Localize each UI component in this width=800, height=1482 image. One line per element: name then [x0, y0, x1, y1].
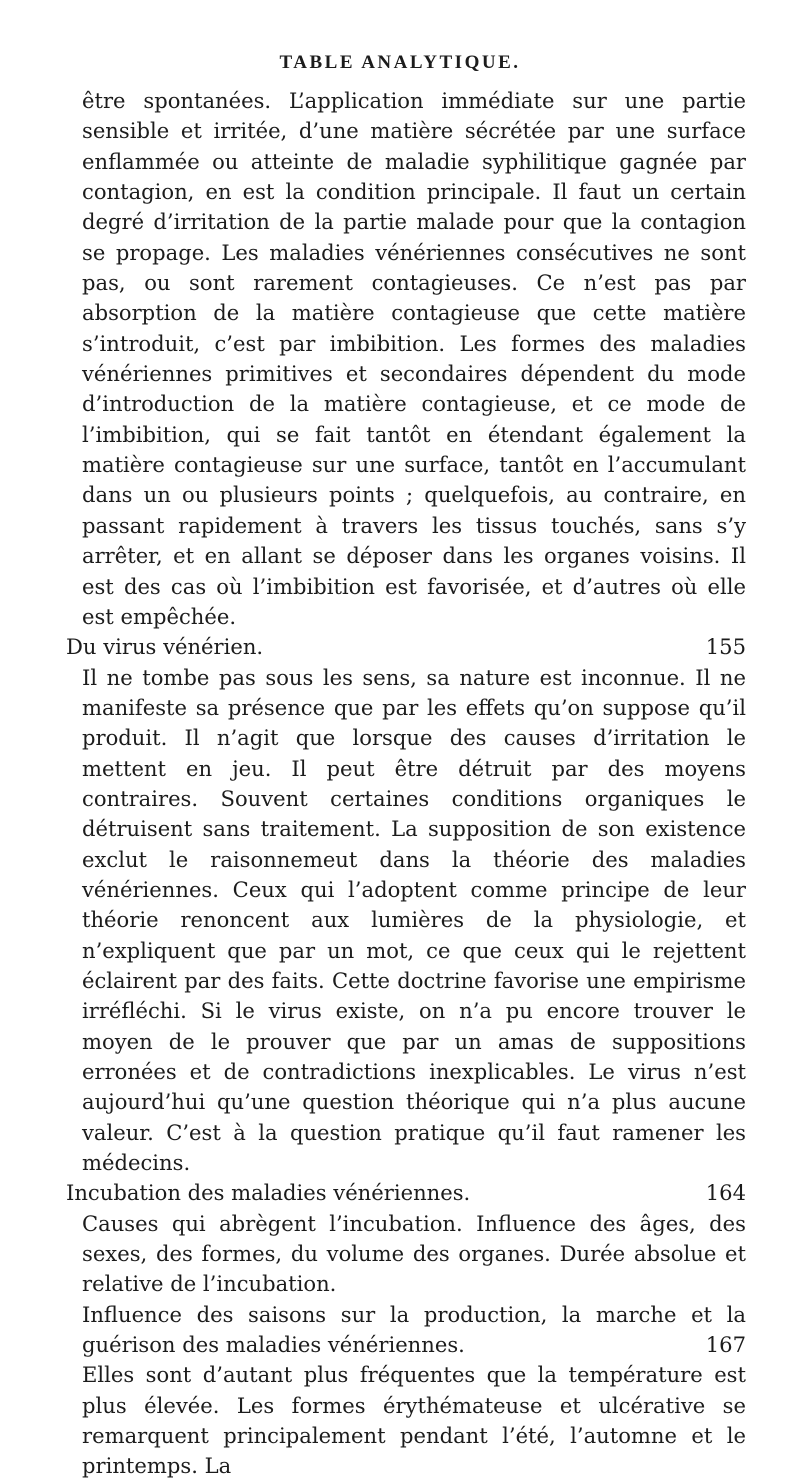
entry-summary-saisons: Elles sont d’autant plus fréquentes que la température est plus élevée. Les formes érythémateuse et ulcérative se remarquent principalement pendant l’été, l’automne et le printemps. La [82, 1362, 746, 1479]
entry-page-number: 164 [705, 1180, 746, 1206]
entry-title: Influence des saisons sur la production, la marche et la guérison des maladies vénériennes. [82, 1301, 746, 1358]
entry-page-number: 155 [705, 634, 746, 660]
entry-page-number: 167 [705, 1332, 746, 1358]
entry-heading-virus [66, 632, 746, 662]
entry-title: Du virus vénérien. [66, 634, 264, 660]
page-body [66, 86, 746, 1482]
entry-heading-incubation [66, 1178, 746, 1208]
entry-title: Incubation des maladies vénériennes. [66, 1180, 471, 1206]
running-title: TABLE ANALYTIQUE. [279, 52, 521, 73]
entry-summary-incubation: Causes qui abrègent l’incubation. Influence des âges, des sexes, des formes, du volume des organes. Durée absolue et relative de l’incubation. [82, 1210, 746, 1297]
entry-summary-virus: Il ne tombe pas sous les sens, sa nature est inconnue. Il ne manifeste sa présence que par les effets qu’on suppose qu’il produit. Il n’agit que lorsque des causes d’irritation le mettent en jeu. Il peut être détruit par des moyens contraires. Souvent certaines conditions organiques le détruisent sans traitement. La supposition de son existence exclut le raisonnemeut dans la théorie des maladies vénériennes. Ceux qui l’adoptent comme principe de leur théorie renoncent aux lumières de la physiologie, et n’expliquent que par un mot, ce que ceux qui le rejettent éclairent par des faits. Cette doctrine favorise une empirisme irréfléchi. Si le virus existe, on n’a pu encore trouver le moyen de le prouver que par un amas de suppositions erronées et de contradictions inexplicables. Le virus n’est aujourd’hui qu’une question théorique qui n’a plus aucune valeur. C’est à la question pratique qu’il faut ramener les médecins. [82, 664, 746, 1176]
entry-heading-saisons [66, 1300, 746, 1361]
opening-paragraph: être spontanées. L’application immédiate sur une partie sensible et irritée, d’une matière sécrétée par une surface enflammée ou atteinte de maladie syphilitique gagnée par contagion, en est la condition principale. Il faut un certain degré d’irritation de la partie malade pour que la contagion se propage. Les maladies vénériennes consécutives ne sont pas, ou sont rarement contagieuses. Ce n’est pas par absorption de la matière contagieuse que cette matière s’introduit, c’est par imbibition. Les formes des maladies vénériennes primitives et secondaires dépendent du mode d’introduction de la matière contagieuse, et ce mode de l’imbibition, qui se fait tantôt en étendant également la matière contagieuse sur une surface, tantôt en l’accumulant dans un ou plusieurs points ; quelquefois, au contraire, en passant rapidement à travers les tissus touchés, sans s’y arrêter, et en allant se déposer dans les organes voisins. Il est des cas où l’imbibition est favorisée, et d’autres où elle est empêchée. [82, 88, 746, 629]
